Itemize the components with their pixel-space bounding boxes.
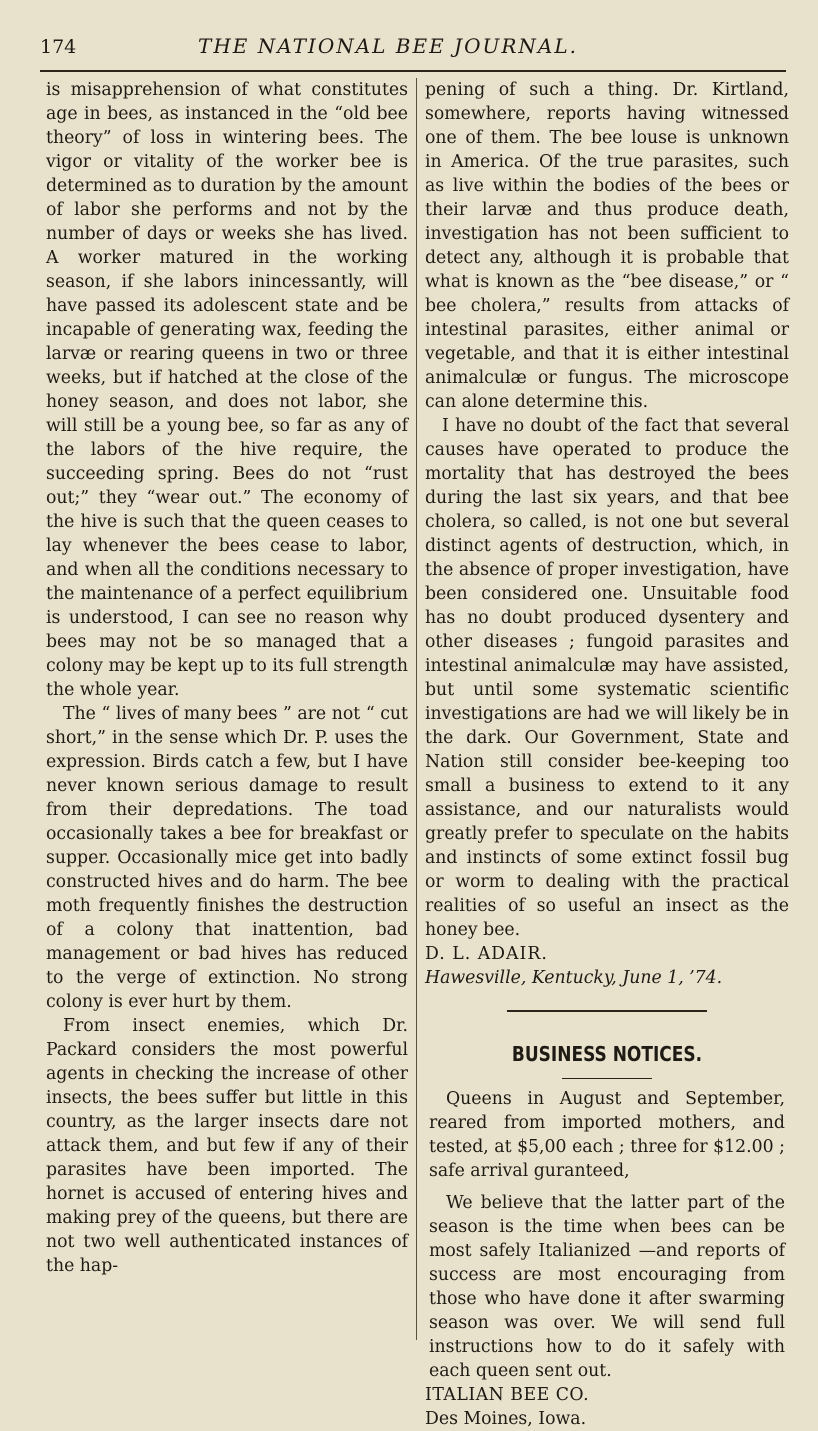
header-rule (40, 70, 786, 72)
notice-location: Des Moines, Iowa. (425, 1409, 587, 1429)
notice-company: ITALIAN BEE CO. (425, 1385, 590, 1405)
article-paragraph: I have no doubt of the fact that several causes have operated to produce the mortality that has destroyed the bees during the last six years, and that bee cholera, so called, is not one but several distinct agents of destruction, which, in the absence of proper investigation, have been considered one. Unsuitable food has no doubt produced dysentery and other diseases ; fungoid parasites and intestinal animalculæ may have assisted, but until some systematic scientific investigations are had we will likely be in the dark. Our Government, State and Nation still consider bee-keeping too small a business to extend to it any assistance, and our naturalists would greatly prefer to speculate on the habits and instincts of some extinct fossil bug or worm to dealing with the practical realities of so useful an insect as the honey bee. (425, 416, 789, 940)
article-paragraph: The “ lives of many bees ” are not “ cut short,” in the sense which Dr. P. uses the expression. Birds catch a few, but I have never known serious damage to result from their depredations. The toad occasionally takes a bee for breakfast or supper. Occasionally mice get into badly constructed hives and do harm. The bee moth frequently finishes the destruction of a colony that inattention, bad management or bad hives has reduced to the verge of extinction. No strong colony is ever hurt by them. (46, 704, 408, 1012)
author-signature: D. L. ADAIR. (425, 944, 548, 964)
page-number: 174 (40, 36, 77, 58)
section-rule (507, 1010, 707, 1012)
article-paragraph: pening of such a thing. Dr. Kirtland, somewhere, reports having witnessed one of them. The bee louse is unknown in America. Of the true parasites, such as live within the bodies of the bees or their larvæ and thus produce death, investigation has not been sufficient to detect any, although it is probable that what is known as the “bee disease,” or “ bee cholera,” results from attacks of intestinal parasites, either animal or vegetable, and that it is either intestinal animalculæ or fungus. The microscope can alone determine this. (425, 80, 789, 412)
column-divider (416, 78, 417, 1340)
left-column (46, 78, 408, 1278)
notice-paragraph: We believe that the latter part of the season is the time when bees can be most safely Italianized —and reports of success are most encouraging from those who have done it after swarming season was over. We will send full instructions how to do it safely with each queen sent out. (429, 1193, 785, 1381)
business-notices-heading: BUSINESS NOTICES. (511, 1042, 703, 1066)
right-column (425, 78, 789, 1431)
place-date: Hawesville, Kentucky, June 1, ’74. (425, 968, 723, 988)
running-title: THE NATIONAL BEE JOURNAL. (198, 34, 578, 58)
page-header (38, 34, 788, 64)
heading-rule (562, 1078, 652, 1079)
article-paragraph: From insect enemies, which Dr. Packard considers the most powerful agents in checking the increase of other insects, the bees suffer but little in this country, as the larger insects dare not attack them, and but few if any of their parasites have been imported. The hornet is accused of entering hives and making prey of the queens, but there are not two well authenticated instances of the hap- (46, 1016, 408, 1276)
article-paragraph: is misapprehension of what constitutes age in bees, as instanced in the “old bee theory” of loss in wintering bees. The vigor or vitality of the worker bee is determined as to duration by the amount of labor she performs and not by the number of days or weeks she has lived. A worker matured in the working season, if she labors inincessantly, will have passed its adolescent state and be incapable of generating wax, feeding the larvæ or rearing queens in two or three weeks, but if hatched at the close of the honey season, and does not labor, she will still be a young bee, so far as any of the labors of the hive require, the succeeding spring. Bees do not “rust out;” they “wear out.” The economy of the hive is such that the queen ceases to lay whenever the bees cease to labor, and when all the conditions necessary to the maintenance of a perfect equilibrium is understood, I can see no reason why bees may not be so managed that a colony may be kept up to its full strength the whole year. (46, 80, 408, 700)
notice-paragraph: Queens in August and September, reared from imported mothers, and tested, at $5,00 each ; three for $12.00 ; safe arrival guranteed, (429, 1089, 785, 1181)
